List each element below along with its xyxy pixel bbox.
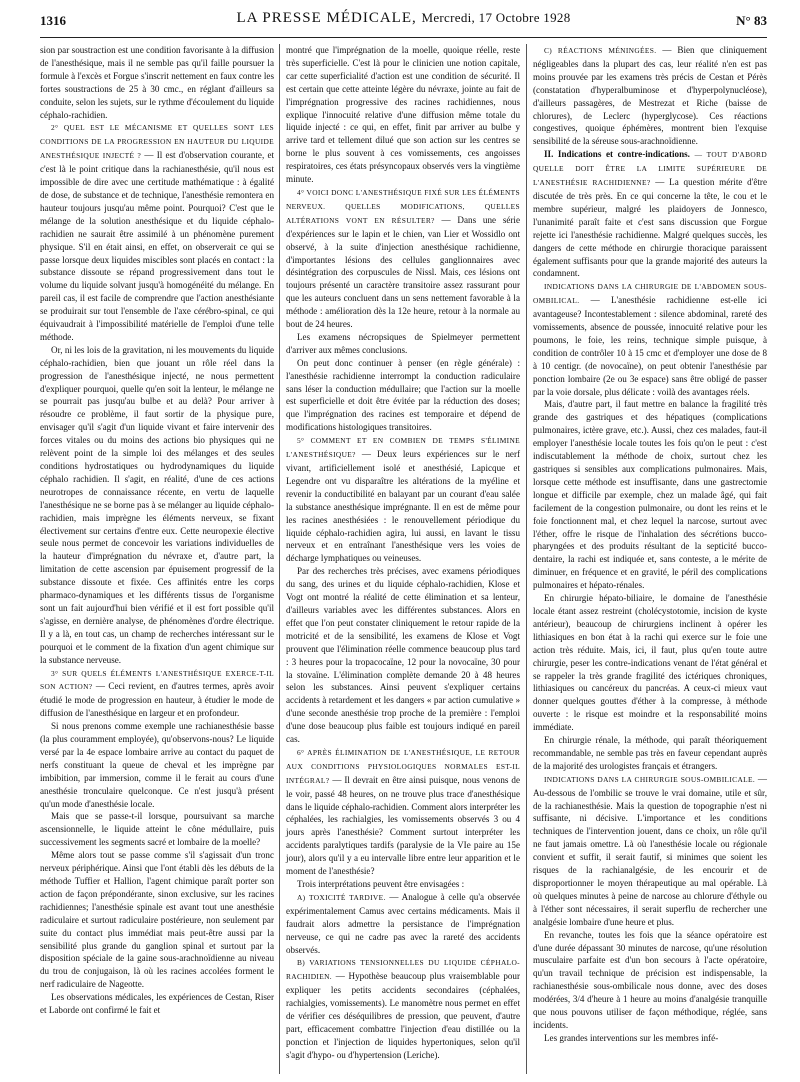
paragraph (286, 878, 520, 891)
section-heading: II. Indications et contre-indications. (544, 149, 690, 160)
paragraph-text: — Deux leurs expériences sur le nerf vivant, artificiellement isolé et anesthésié, Lapicque et Legendre ont vu disparaître les altérations de la myéline et revenir la conductibilité en balayant par un courant d'eau salée la substance anesthésique imprégnante. Il en est de même pour les racines anesthésiées : le renouvellement périodique du liquide céphalo-rachidien agira, lui aussi, en lavant le tissu nerveux et en entraînant l'anesthésique vers les voies de décharge lymphatiques ou veineuses. (286, 449, 520, 564)
paragraph-text: — La question mérite d'être discutée de très près. En ce qui concerne la tête, le cou et le membre supérieur, malgré les plaidoyers de Jonnesco, l'unanimité paraît faite et c'est sans discussion que Forgue rejette ici l'anesthésie rachidienne. Malgré quelques succès, les dangers de cette méthode en chirurgie thoracique paraissent également suffisants pour que la grande majorité des auteurs la condamnent. (533, 177, 767, 279)
paragraph-text: — Analogue à celle qu'a observée expérimentalement Camus avec certains médicaments. Mais il faudrait alors admettre la persistance de l'imprégnation nerveuse, ce qui ne cadre pas avec la rareté des accidents observés. (286, 891, 520, 955)
paragraph (40, 44, 274, 121)
column-separator (279, 44, 280, 1074)
paragraph (40, 667, 274, 721)
paragraph-lead: B) VARIATIONS TENSIONNELLES DU LIQUIDE CÉPHALO-RACHIDIEN. (286, 958, 520, 982)
issue-number: N° 83 (736, 13, 767, 28)
paragraph (286, 746, 520, 878)
paragraph-text: Les grandes interventions sur les membres infé- (544, 1032, 719, 1043)
paragraph-text: Si nous prenons comme exemple une rachianesthésie basse (la plus couramment employée), qu'observons-nous? Le liquide versé par la 4e espace lombaire arrive au contact du paquet de nerfs constituant la queue de cheval et les imprègne par imbibition, par immersion, comme il le ferait au cours d'une anesthésie tronculaire quelconque. Ce n'est jusqu'à présent qu'un mode d'anesthésie locale. (40, 721, 274, 809)
paragraph (40, 121, 274, 343)
header-rule (40, 37, 767, 38)
page-number: 1316 (40, 13, 66, 28)
paragraph-text: Même alors tout se passe comme s'il s'agissait d'un tronc nerveux périphérique. Ainsi que l'ont établi dès les débuts de la méthode Tuffier et Hallion, l'agent chimique paraît porter son action de façon prépondérante, sinon exclusive, sur les racines rachidiennes; l'anesthésie spinale est avant tout une anesthésie radiculaire et surtout radiculaire postérieure, non seulement par suite du contact plus immédiat mais peut-être aussi par la sensibilité plus grande du ganglion spinal et surtout par la disposition spéciale de la gaine sous-arachnoïdienne au niveau du trou de conjugaison, là où les racines accolées forment le nerf radiculaire de Nageotte. (40, 850, 274, 990)
paragraph-text: Trois interprétations peuvent être envisagées : (297, 879, 465, 889)
paragraph-text: — Il devrait en être ainsi puisque, nous venons de le voir, passé 48 heures, on ne trouve plus trace d'anesthésique dans le liquide céphalo-rachidien. Comment alors interpréter les céphalées, les rachialgies, les vomissements observés 3 ou 4 jours après l'anesthésie? Comment surtout interpréter les accidents paralytiques tardifs (paralysie de la VIe paire au 15e jour), alors qu'il y a eu intervalle libre entre leur apparition et le moment de l'anesthésie? (286, 774, 520, 877)
paragraph-lead: INDICATIONS DANS LA CHIRURGIE SOUS-OMBILICALE. (544, 774, 756, 784)
paragraph-text: Or, ni les lois de la gravitation, ni les mouvements du liquide céphalo-rachidien, bien que jouant un rôle réel dans la progression de l'anesthésique injecté, ne nous permettent d'expliquer pourquoi, quelle qu'en soit la lenteur, le mélange ne se pourrait pas jusqu'au bulbe et au delà? Pour arriver à résoudre ce problème, il faut sortir de la physique pure, envisager qu'il s'agit d'un liquide vivant et faire intervenir des forces vitales ou du moins des actions bio physiques qui ne relèvent point de la simple loi des mélanges et des seules conditions hydrostatiques ou hydrodynamiques du liquide céphalo rachidien. Il s'agit, en réalité, d'une de ces actions neurotropes de connaissance récente, en vertu de laquelle l'anesthésique ne se borne pas à se mélanger au liquide céphalo-rachidien, mais imprègne les éléments nerveux, se fixant électivement sur certains d'entre eux. Cette neuropexie élective seule nous permet de concevoir les variations individuelles de la hauteur d'imprégnation du névraxe et, d'autre part, la limitation de cette ascension par épuisement progressif de la substance dissoute et fixée. Ces affinités entre les corps pharmaco-dynamiques et les différents tissus de l'organisme sont un fait aujourd'hui bien vérifié et il est fort possible qu'il s'agisse, en dernière analyse, de phénomènes d'ordre électrique. Il y a là, en tout cas, un champ de recherches intéressant sur le pourquoi et le comment de la fixation d'un agent chimique sur la substance nerveuse. (40, 344, 274, 665)
paragraph-text: — Hypothèse beaucoup plus vraisemblable pour expliquer les petits accidents secondaires (céphalées, rachialgies, vomissements). Le manomètre nous permet en effet de vérifier ces déséquilibres de pression, que peuvent, d'autre part, efficacement combattre l'injection d'eau distillée ou la ponction et l'injection de liquides hypertoniques, selon qu'il s'agit d'hypo- ou d'hypertension (Leriche). (286, 971, 521, 1060)
paragraph-text: sion par soustraction est une condition favorisante à la diffusion de l'anesthésique, mais il ne semble pas qu'il faille poursuer la formule à l'excès et Forgue s'inscrit nettement en faux contre les fortes soustractions de 25 à 30 cmc., en réglant d'ailleurs sa conduite, selon les sujets, sur le rythme d'écoulement du liquide céphalo-rachidien. (40, 45, 274, 120)
paragraph-lead: 2° QUEL EST LE MÉCANISME ET QUELLES SONT LES CONDITIONS DE LA PROGRESSION EN HAUTEUR DU LIQUIDE ANESTHÉSIQUE INJECTÉ ? (40, 123, 274, 161)
text-column-3 (533, 44, 767, 1045)
paragraph (40, 810, 274, 849)
paragraph-text: — Dans une série d'expériences sur le lapin et le chien, van Lier et Wossidlo ont observé, à la suite d'injection anesthésique rachidienne, d'importantes lésions des cellules ganglionnaires avec désintégration des corpuscules de Nissl. Mais, ces lésions ont toujours présenté un caractère transitoire assez rassurant pour que les auteurs concluent dans un sens nettement favorable à la méthode : amélioration dès la 12e heure, retour à la normale au bout de 24 heures. (286, 214, 520, 330)
page-header (40, 10, 767, 34)
paragraph (533, 1032, 767, 1045)
paragraph (533, 44, 767, 148)
paragraph (286, 186, 520, 331)
paragraph (533, 929, 767, 1032)
paragraph-lead: 6° APRÈS ÉLIMINATION DE L'ANESTHÉSIQUE, LE RETOUR AUX CONDITIONS PHYSIOLOGIQUES NORMALES EST-IL INTÉGRAL? (286, 747, 520, 785)
paragraph-text: — L'anesthésie rachidienne est-elle ici avantageuse? Incontestablement : silence abdominal, rareté des vomissements, absence de poussée, innocuité relative pour les poumons, le foie, les reins, technique simple puisque, à condition de contrôler 10 à 15 cmc et d'employer une dose de 8 à 10 centigr. (de novocaïne), on peut obtenir l'anesthésie par ponction lombaire (2e ou 3e espace) sans être obligé de passer par la voie dorsale, plus délicate : voilà des avantages réels. (533, 295, 767, 397)
paragraph-text: — Ceci revient, en d'autres termes, après avoir étudié le mode de progression en hauteur, à étudier le mode de diffusion de l'anesthésique en largeur et en profondeur. (40, 681, 275, 719)
paragraph-lead: — TOUT D'ABORD QUELLE DOIT ÊTRE LA LIMITE SUPÉRIEURE DE L'ANESTHÉSIE RACHIDIENNE? (533, 150, 768, 188)
paragraph (286, 565, 520, 746)
paragraph-text: — Il est d'observation courante, et c'est là le point critique dans la rachianesthésie, qu'il nous est impossible de dire avec une certitude mathématique : à égalité de dose, de substance et de technique, l'anesthésie remontera en hauteur toujours jusqu'au même point. Pourquoi? C'est que le mélange de la solution anesthésique et du liquide céphalo-rachidien ne saurait être assimilé à un phénomène purement physique. S'il en était ainsi, en effet, on observerait ce qui se passe lorsque deux liquides miscibles sont placés en contact : la substance dissoute se répand progressivement dans tout le volume du liquide solvant jusqu'à homogénéité du mélange. En pareil cas, il est facile de comprendre que l'action anesthésiante se produirait sur tout l'ensemble de l'axe cérébro-spinal, ce qui équivaudrait à l'impossibilité matérielle de l'emploi d'une telle méthode. (40, 150, 275, 342)
paragraph (286, 956, 520, 1061)
paragraph-text: On peut donc continuer à penser (en règle générale) : l'anesthésie rachidienne interrompt la conduction radiculaire sans léser la conduction médullaire; que l'action sur la moelle est superficielle et doit être évitée par la réduction des doses; que l'imprégnation des racines est temporaire et dépend de modifications histologiques transitoires. (286, 357, 520, 433)
paragraph-text: montré que l'imprégnation de la moelle, quoique réelle, reste très superficielle. C'est là pour le clinicien une notion capitale, car cette superficialité d'action est une condition de sécurité. Il est certain que cette atteinte légère du névraxe, jointe au fait de l'imprégnation progressive des racines rachidiennes, nous explique l'innocuité relative d'une diffusion même totale du liquide injecté : ce qui, en effet, finit par arriver au bulbe y arrive tard et tellement dilué que son action sur les centres se borne le plus souvent à ces vomissements, ces angoisses respiratoires, ces états présyncopaux observés vers la vingtième minute. (286, 45, 520, 185)
paragraph-text: En revanche, toutes les fois que la séance opératoire est d'une durée dépassant 30 minutes de narcose, qu'une résolution musculaire parfaite est d'un bon secours à l'acte opératoire, qu'un travail technique de précision est indispensable, la rachianesthésie sous-ombilicale nous donne, avec des doses modérées, 3/4 d'heure à 1 heure au moins d'analgésie tranquille que nous pouvons utiliser de façon méthodique, réglée, sans incidents. (533, 929, 767, 1030)
paragraph-lead: A) TOXICITÉ TARDIVE. (297, 892, 386, 902)
journal-title: LA PRESSE MÉDICALE, (236, 10, 417, 26)
paragraph (533, 280, 767, 398)
paragraph-text: Par des recherches très précises, avec examens périodiques du sang, des urines et du liquide céphalo-rachidien, Klose et Vogt ont montré la réalité de cette élimination et sa lenteur, d'ailleurs variables avec les différentes substances. Alors en effet que l'on peut constater cliniquement le retour rapide de la motricité et de la sensibilité, les examens de Klose et Vogt prouvent que l'élimination réelle commence beaucoup plus tard : 3 heures pour la tropacocaïne, 12 pour la novocaïne, 30 pour la stovaïne. L'élimination complète demande 20 à 48 heures selon les substances. Ainsi peuvent s'expliquer certains accidents à retardement et les dangers « par action cumulative » d'une seconde anesthésie trop proche de la première : l'emploi d'une dose beaucoup plus faible est toujours indiqué en pareil cas. (286, 566, 520, 745)
paragraph (533, 398, 767, 592)
paragraph (286, 331, 520, 357)
paragraph-text: En chirurgie hépato-biliaire, le domaine de l'anesthésie locale étant assez restreint (cholécystotomie, incision de kyste antérieur), beaucoup de chirurgiens inclinent à opérer les lithiasiques en bon état à la rachi qui exerce sur le foie une action très réduite. Mais, ici, il faut, plus qu'en toute autre chirurgie, peser les contre-indications venant de l'état général et se rappeler la très grande fragilité des ictériques chroniques, lithiasiques ou cancéreux du pancréas. A ceux-ci mieux vaut donner quelques gouttes d'éther à la compresse, à méthode ouverte : le risque est moindre et la responsabilité moins immédiate. (533, 593, 767, 733)
paragraph-text: En chirurgie rénale, la méthode, qui paraît théoriquement recommandable, ne semble pas très en faveur cependant auprès de la majorité des urologistes français et étrangers. (533, 735, 767, 771)
paragraph (533, 592, 767, 734)
paragraph-lead: 4° VOICI DONC L'ANESTHÉSIQUE FIXÉ SUR LES ÉLÉMENTS NERVEUX. QUELLES MODIFICATIONS, QUELLES ALTÉRATIONS VONT EN RÉSULTER? (286, 187, 520, 225)
paragraph-lead: INDICATIONS DANS LA CHIRURGIE DE L'ABDOMEN SOUS-OMBILICAL. (533, 282, 767, 306)
paragraph (40, 344, 274, 667)
paragraph (286, 44, 520, 186)
paragraph-lead: 3° SUR QUELS ÉLÉMENTS L'ANESTHÉSIQUE EXERCE-T-IL SON ACTION? (40, 668, 274, 692)
paragraph (286, 891, 520, 957)
paragraph (286, 357, 520, 434)
paragraph (533, 773, 767, 929)
issue-date: Mercredi, 17 Octobre 1928 (421, 10, 571, 25)
column-separator (526, 44, 527, 1074)
text-column-1 (40, 44, 274, 1017)
paragraph (40, 849, 274, 991)
paragraph-lead: 5° COMMENT ET EN COMBIEN DE TEMPS S'ÉLIMINE L'ANESTHÉSIQUE? (286, 436, 520, 460)
paragraph (40, 720, 274, 810)
paragraph-text: Mais que se passe-t-il lorsque, poursuivant sa marche ascensionnelle, le liquide atteint le cône médullaire, puis successivement les segments sacré et lombaire de la moelle? (40, 811, 274, 848)
paragraph (40, 991, 274, 1017)
journal-title-line (40, 10, 767, 27)
paragraph-text: Les observations médicales, les expériences de Cestan, Riser et Laborde ont confirmé le fait et (40, 992, 274, 1016)
text-column-2 (286, 44, 520, 1062)
paragraph-text: — Bien que cliniquement négligeables dans la plupart des cas, leur réalité n'en est pas moins prouvée par les examens très précis de Cestan et Pérès (constatation d'hyperalbuminose et d'hyperpolynucléose), d'ailleurs passagères, de Mestrezat et Riche (baisse de chlorures), de Leclerc (hyperglycose). Ces réactions congestives, quoique éphémères, montrent bien l'exquise sensibilité de la séreuse sous-arachnoïdienne. (533, 45, 767, 147)
paragraph (533, 148, 767, 280)
paragraph (286, 434, 520, 565)
paragraph-text: Les examens nécropsiques de Spielmeyer permettent d'arriver aux mêmes conclusions. (286, 331, 520, 355)
paragraph (533, 734, 767, 773)
paragraph-text: — Au-dessous de l'ombilic se trouve le vrai domaine, utile et sûr, de la rachianesthésie. Mais la question de topographie n'est ni suffisante, ni décisive. L'importance et les conditions techniques de l'intervention jouent, dans ce choix, un rôle qu'il ne faut jamais omettre. Là où l'anesthésie locale ou régionale convient et suffit, il serait fautif, si minimes que soient les risques de la rachianalgésie, de les encourir et de disproportionner le moyen thérapeutique au mal opérable. Là où quelques minutes à peine de narcose au chlorure d'éthyle ou à l'éther sont nécessaires, il serait superflu de rechercher une analgésie lombaire d'une heure et plus. (533, 773, 767, 927)
paragraph-lead: C) RÉACTIONS MÉNINGÉES. (544, 46, 657, 55)
paragraph-text: Mais, d'autre part, il faut mettre en balance la fragilité très grande des gastriques et des hépatiques (complications pulmonaires, ictère grave, etc.). Aussi, chez ces malades, faut-il employer l'anesthésie locale toutes les fois qu'on le peut : c'est indiscutablement la méthode de choix, surtout chez les gastriques si sensibles aux complications pulmonaires. Mais, lorsque cette méthode est insuffisante, dans une gastrectomie longue et difficile par exemple, chez un malade âgé, qui fait facilement de la congestion pulmonaire, ou dont les reins et le foie fonctionnent mal, et chez lequel la narcose, surtout avec l'éther, offre le risque de l'inhalation des sécrétions bucco-pharyngées et des produits résultant de la septicité bucco-dentaire, la rachi est indiquée et, sans conteste, a le mérite de diminuer, en fréquence et en gravité, le péril des complications pulmonaires et hépato-rénales. (533, 399, 767, 591)
